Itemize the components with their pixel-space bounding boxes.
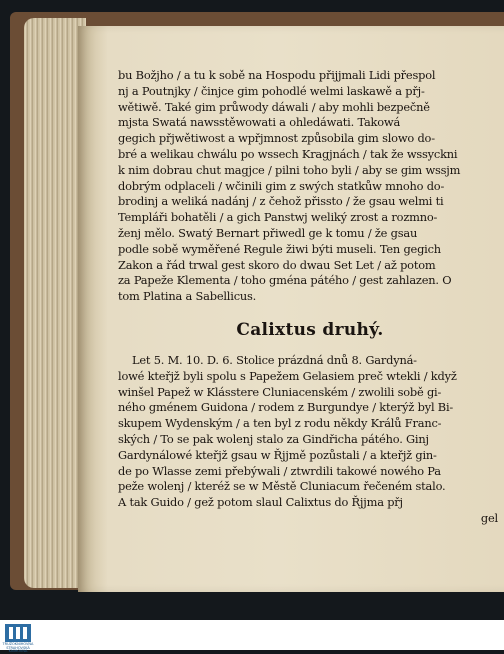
text-line: nj a Poutnjky / činjce gim pohodlé welmi laskawě a přj- <box>118 83 425 98</box>
text-line: de po Wlasse zemi přebýwali / ztwrdili takowé nowého Pa <box>118 463 441 478</box>
paragraph-templars <box>118 68 502 305</box>
book-page <box>78 26 504 592</box>
paragraph-calixtus <box>118 353 502 511</box>
chapter-heading: Calixtus druhý. <box>236 319 384 340</box>
text-line: ských / To se pak wolenj stalo za Gindřicha pátého. Ginj <box>118 431 429 446</box>
library-logo-text <box>0 643 36 654</box>
page-text <box>118 68 502 527</box>
text-line: ženj mělo. Swatý Bernart přiwedl ge k tomu / že gsau <box>118 225 418 240</box>
library-logo-icon <box>3 622 33 644</box>
viewer-footer <box>0 620 504 650</box>
text-line: podle sobě wyměřené Regule žiwi býti museli. Ten gegich <box>118 241 441 256</box>
text-line: Zakon a řád trwal gest skoro do dwau Set Let / až potom <box>118 257 436 272</box>
text-line: bu Božjho / a tu k sobě na Hospodu přijjmali Lidi přespol <box>118 68 436 82</box>
logo-line: TRUŽOKNIHOVNA <box>2 642 34 646</box>
text-line: Gardynálowé kteřjž gsau w Řjjmě pozůstali / a kteřjž gin- <box>118 447 437 462</box>
text-line: winšel Papež w Klásstere Cluniacenském / zwolili sobě gi- <box>118 384 442 399</box>
text-line: brodinj a weliká nadánj / z čehož přissto / že gsau welmi ti <box>118 194 444 209</box>
page-edges <box>24 18 86 588</box>
text-line: Let 5. M. 10. D. 6. Stolice prázdná dnů 8. Gardyná- <box>132 352 417 367</box>
text-line: skupem Wydenským / a ten byl z rodu někdy Králů Franc- <box>118 416 442 431</box>
text-line: mjsta Swatá nawsstěwowati a ohledáwati. Takowá <box>118 115 401 130</box>
logo-line: KNIHOVNA <box>8 649 28 654</box>
text-line: tom Platina a Sabellicus. <box>118 289 257 304</box>
text-line: za Papeže Klementa / toho gména pátého / gest zahlazen. O <box>118 273 452 288</box>
text-line: peže wolenj / kteréž se w Městě Cluniacum řečeném stalo. <box>118 479 446 494</box>
text-line: ného gménem Guidona / rodem z Burgundye / kterýž byl Bi- <box>118 400 454 415</box>
text-line: wětiwě. Také gim průwody dáwali / aby mohli bezpečně <box>118 99 430 114</box>
text-line: lowé kteřjž byli spolu s Papežem Gelasiem preč wtekli / když <box>118 368 457 383</box>
catchword: gel <box>480 510 498 525</box>
text-line: dobrým odplaceli / wčinili gim z swých statkůw mnoho do- <box>118 178 445 193</box>
text-line: A tak Guido / gež potom slaul Calixtus do Řjjma přj <box>118 495 403 510</box>
text-line: gegich přjwětiwost a wpřjmnost způsobila gim slowo do- <box>118 131 435 146</box>
logo-line: STRAHOVSKÁ <box>6 645 30 650</box>
text-line: Templáři bohatěli / a gich Panstwj weliký zrost a rozmno- <box>118 210 438 225</box>
text-line: k nim dobrau chut magjce / pilni toho byli / aby se gim wssjm <box>118 162 461 177</box>
text-line: bré a welikau chwálu po wssech Kragjnách / tak že wssyckni <box>118 146 458 161</box>
